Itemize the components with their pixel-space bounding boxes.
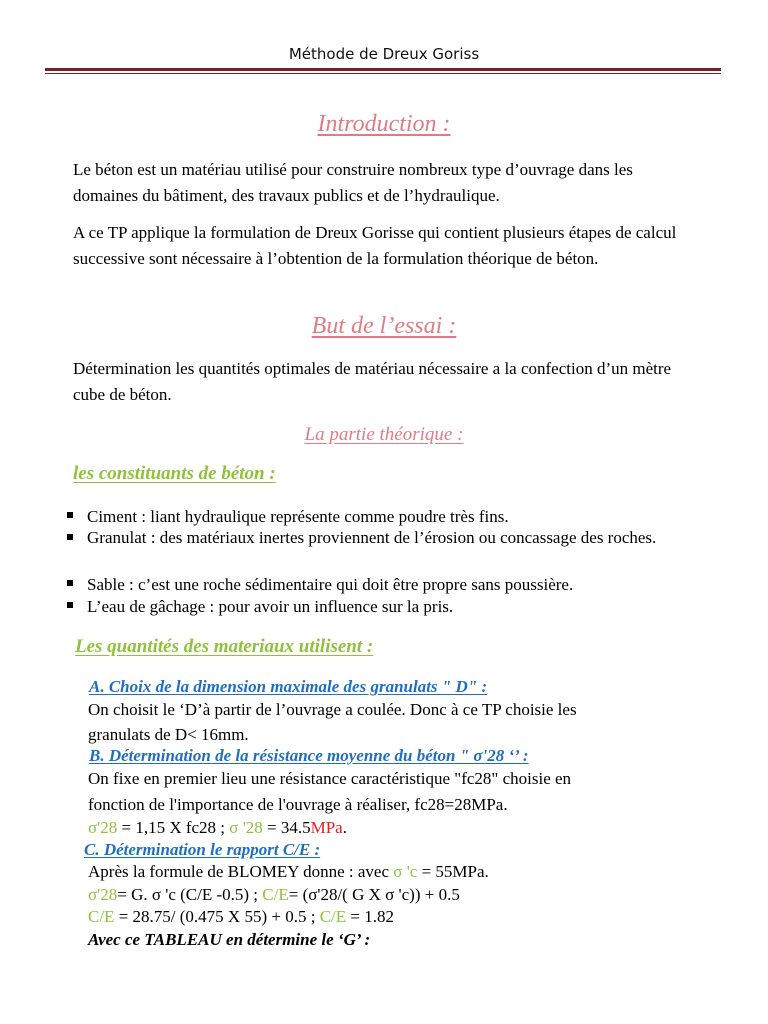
formula-end: . <box>342 818 347 837</box>
list-item: L’eau de gâchage : pour avoir un influence sur la pris. <box>87 597 454 616</box>
heading-section-b: B. Détermination de la résistance moyenne du béton " σ'28 ‘’ : <box>89 746 529 765</box>
sigma28-symbol: σ'28 <box>88 885 118 904</box>
heading-quantites: Les quantités des materiaux utilisent : <box>75 636 374 657</box>
section-b-formula <box>88 818 347 838</box>
bullet-square-icon <box>67 602 73 608</box>
sigma28-symbol: σ '28 <box>229 818 263 837</box>
sigma28-symbol: σ'28 <box>88 818 118 837</box>
page-header-title: Méthode de Dreux Goriss <box>288 45 480 63</box>
list-item: Ciment : liant hydraulique représente comme poudre très fins. <box>87 507 509 526</box>
list-item: Sable : c’est une roche sédimentaire qui doit être propre sans poussière. <box>87 575 574 594</box>
heading-constituants: les constituants de béton : <box>73 463 276 484</box>
section-b-line-1: On fixe en premier lieu une résistance caractéristique "fc28" choisie en <box>88 769 572 788</box>
list-item: Granulat : des matériaux inertes proviennent de l’érosion ou concassage des roches. <box>87 528 657 547</box>
formula-text: = 1.82 <box>346 907 394 926</box>
heading-partie-theorique: La partie théorique : <box>304 424 464 445</box>
section-c-line-2 <box>88 885 460 905</box>
formula-text: = 28.75/ (0.475 X 55) + 0.5 ; <box>114 907 320 926</box>
formula-text: = 55MPa. <box>417 862 489 881</box>
section-b-line-2: fonction de l'importance de l'ouvrage à réaliser, fc28=28MPa. <box>88 795 508 814</box>
formula-text: Après la formule de BLOMEY donne : avec <box>88 862 394 881</box>
sigma-c-symbol: σ 'c <box>393 862 418 881</box>
bullet-square-icon <box>67 512 73 518</box>
header-rule-thin <box>45 73 721 74</box>
ce-symbol: C/E <box>319 907 347 926</box>
bullet-square-icon <box>67 580 73 586</box>
section-c-line-3 <box>88 907 394 927</box>
formula-text: = G. σ 'c (C/E -0.5) ; <box>117 885 263 904</box>
constituants-list <box>0 506 768 616</box>
heading-section-a: A. Choix de la dimension maximale des granulats " D" : <box>89 677 488 696</box>
heading-introduction: Introduction : <box>317 111 451 137</box>
formula-text: = (σ'28/( G X σ 'c)) + 0.5 <box>288 885 460 904</box>
section-a-line-2: granulats de D< 16mm. <box>88 725 249 744</box>
ce-symbol: C/E <box>88 907 115 926</box>
bullet-square-icon <box>67 534 73 540</box>
heading-section-c: C. Détermination le rapport C/E : <box>84 840 321 859</box>
section-a-line-1: On choisit le ‘D’à partir de l’ouvrage a coulée. Donc à ce TP choisie les <box>88 700 577 719</box>
formula-unit: MPa <box>310 818 343 837</box>
header-rule-thick <box>45 68 721 71</box>
formula-value: = 34.5 <box>262 818 311 837</box>
intro-paragraph-1: Le béton est un matériau utilisé pour construire nombreux type d’ouvrage dans les domaines du bâtiment, des travaux publics et de l’hydraulique. <box>73 160 633 205</box>
section-c-line-1 <box>88 862 489 882</box>
formula-text: = 1,15 X fc28 ; <box>117 818 230 837</box>
intro-paragraph-2: A ce TP applique la formulation de Dreux Gorisse qui contient plusieurs étapes de calcul successive sont nécessaire à l’obtention de la formulation théorique de béton. <box>73 223 677 268</box>
section-c-line-4: Avec ce TABLEAU en détermine le ‘G’ : <box>88 930 371 949</box>
but-paragraph: Détermination les quantités optimales de matériau nécessaire a la confection d’un mètre cube de béton. <box>73 359 672 404</box>
heading-but-essai: But de l’essai : <box>311 313 457 339</box>
ce-symbol: C/E <box>262 885 289 904</box>
